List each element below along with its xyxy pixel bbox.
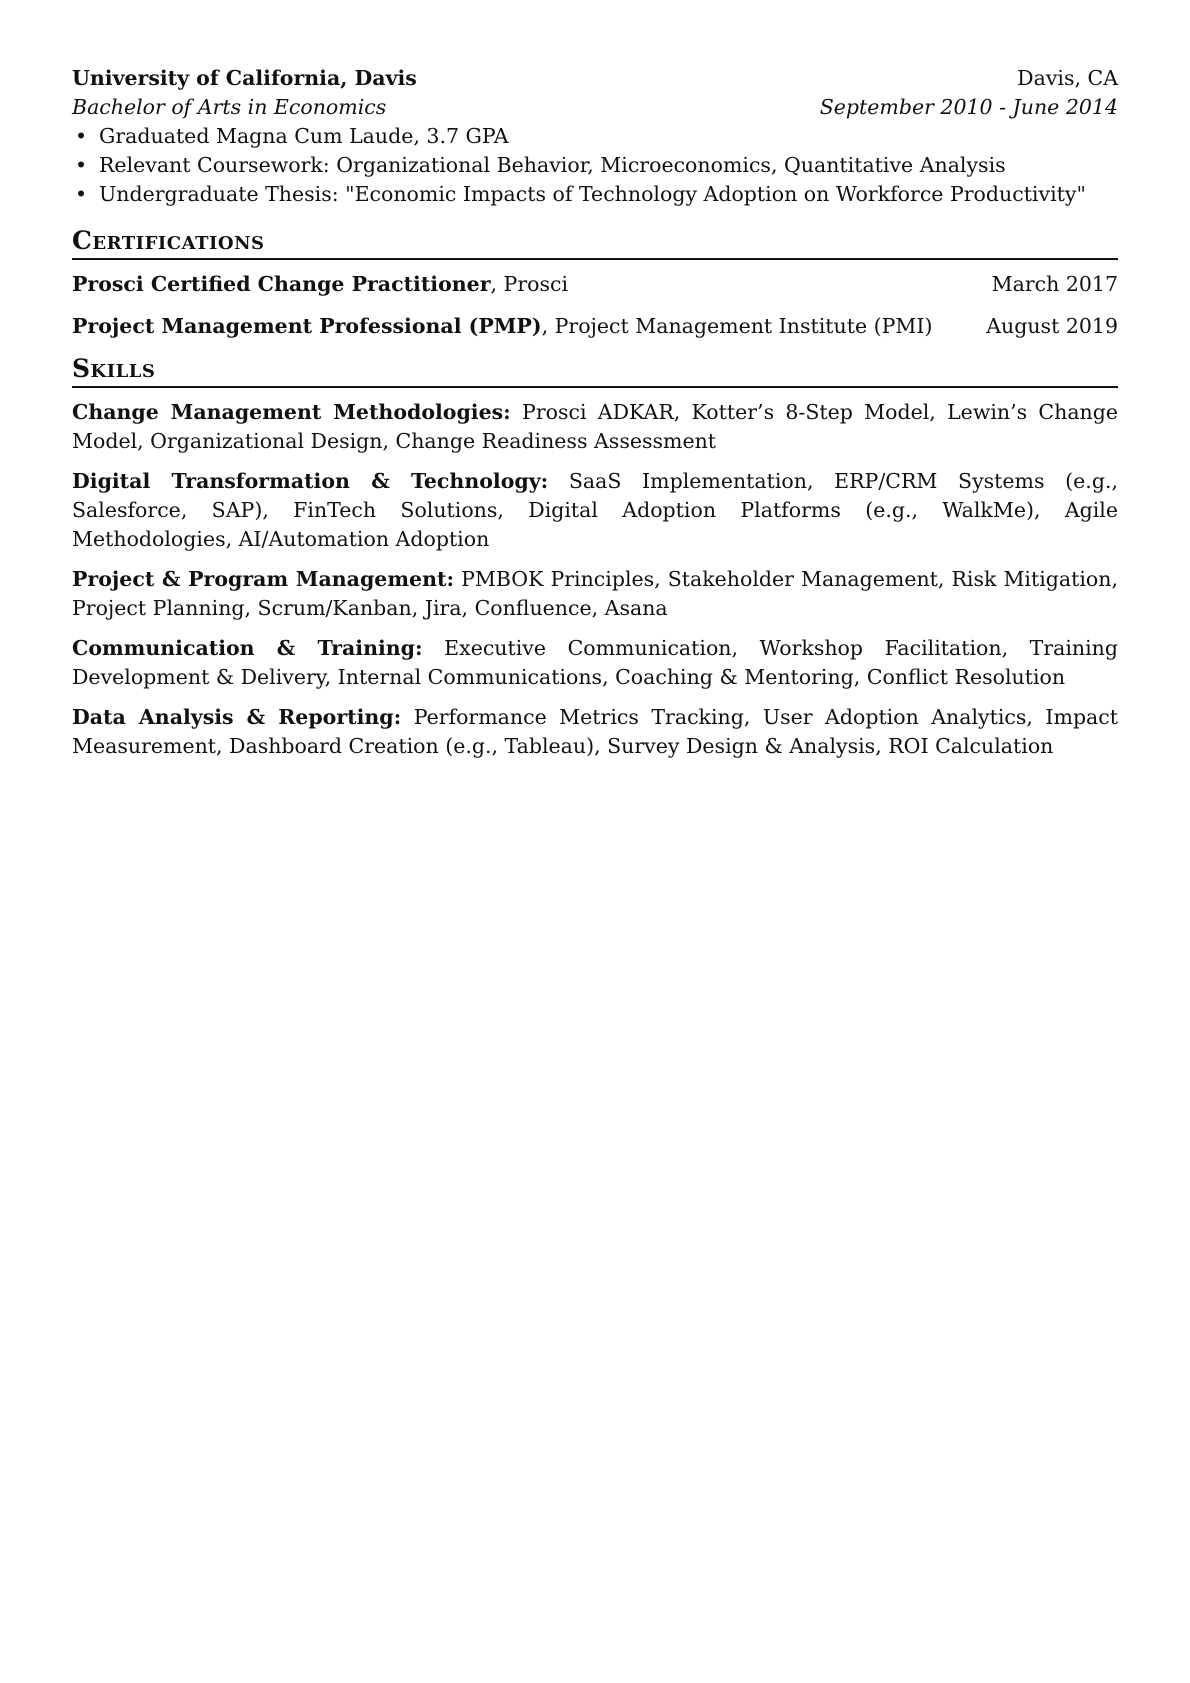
skill-label: Project & Program Management: [72, 567, 455, 591]
certification-name: Prosci Certified Change Practitioner [72, 272, 491, 296]
skill-entry [72, 703, 1118, 761]
education-degree-row [72, 93, 1118, 122]
certifications-section [72, 226, 1118, 341]
certification-date: March 2017 [991, 272, 1118, 296]
skills-section [72, 354, 1118, 761]
skill-entry [72, 467, 1118, 554]
institution-name: University of California, Davis [72, 66, 417, 90]
skill-entry [72, 565, 1118, 623]
education-entry [72, 64, 1118, 209]
certification-row [72, 270, 1118, 299]
skill-text: Prosci ADKAR, Kotter’s 8-Step Model, Lewin’s Change Model, Organizational Design, Change Readiness Assessment [72, 400, 1118, 453]
skill-text: SaaS Implementation, ERP/CRM Systems (e.g., Salesforce, SAP), FinTech Solutions, Digital Adoption Platforms (e.g., WalkMe), Agile Methodologies, AI/Automation Adoption [72, 469, 1118, 551]
degree: Bachelor of Arts in Economics [72, 95, 387, 119]
resume-page [72, 64, 1118, 772]
skill-label: Digital Transformation & Technology: [72, 469, 549, 493]
skill-entry [72, 634, 1118, 692]
skill-text: PMBOK Principles, Stakeholder Management, Risk Mitigation, Project Planning, Scrum/Kanban, Jira, Confluence, Asana [72, 567, 1118, 620]
certification-text [72, 312, 933, 341]
skill-text: Executive Communication, Workshop Facilitation, Training Development & Delivery, Internal Communications, Coaching & Mentoring, Conflict Resolution [72, 636, 1118, 689]
list-item: • Relevant Coursework: Organizational Behavior, Microeconomics, Quantitative Analysis [72, 151, 1118, 180]
skill-label: Data Analysis & Reporting: [72, 705, 402, 729]
certification-text [72, 270, 568, 299]
education-dates: September 2010 - June 2014 [819, 95, 1118, 119]
education-header-row [72, 64, 1118, 93]
section-title-skills: Skills [72, 354, 1118, 388]
education-bullets [72, 122, 1118, 209]
skill-label: Communication & Training: [72, 636, 423, 660]
institution-location: Davis, CA [1017, 66, 1118, 90]
skill-label: Change Management Methodologies: [72, 400, 511, 424]
certification-date: August 2019 [986, 314, 1118, 338]
skill-entry [72, 398, 1118, 456]
certification-name: Project Management Professional (PMP) [72, 314, 542, 338]
section-title-certifications: Certifications [72, 226, 1118, 260]
list-item: • Graduated Magna Cum Laude, 3.7 GPA [72, 122, 1118, 151]
list-item: • Undergraduate Thesis: "Economic Impacts of Technology Adoption on Workforce Productivity" [72, 180, 1118, 209]
certification-issuer: , Project Management Institute (PMI) [541, 314, 933, 338]
skill-text: Performance Metrics Tracking, User Adoption Analytics, Impact Measurement, Dashboard Creation (e.g., Tableau), Survey Design & Analysis, ROI Calculation [72, 705, 1119, 758]
certification-row [72, 312, 1118, 341]
certification-issuer: , Prosci [490, 272, 569, 296]
